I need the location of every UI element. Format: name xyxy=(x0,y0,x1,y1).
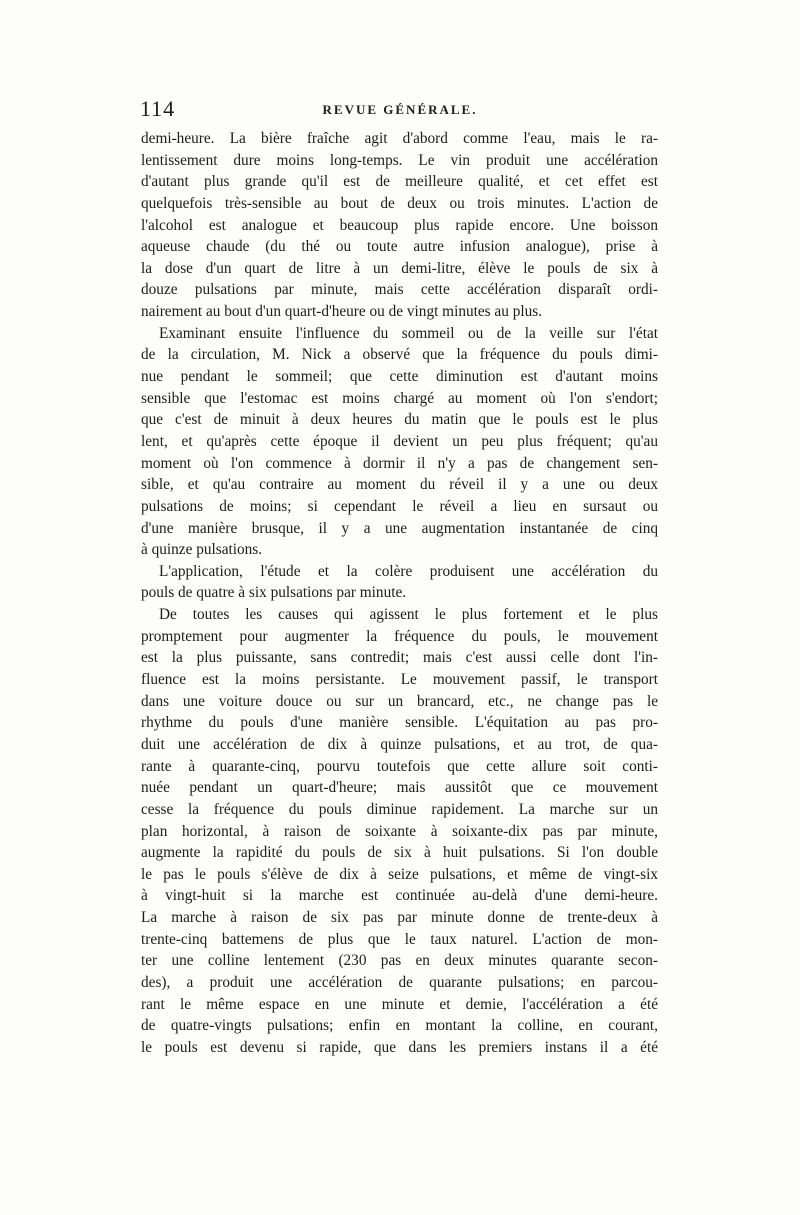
text-line: des), a produit une accélération de quarante pulsations; en parcou- xyxy=(141,973,658,991)
text-line: fluence est la moins persistante. Le mouvement passif, le transport xyxy=(141,671,658,689)
text-line: la dose d'un quart de litre à un demi-litre, élève le pouls de six à xyxy=(141,259,658,277)
text-line: plan horizontal, à raison de soixante à soixante-dix pas par minute, xyxy=(141,822,658,840)
body-text xyxy=(141,128,658,1059)
text-line: sible, et qu'au contraire au moment du réveil il y a une ou deux xyxy=(141,476,658,494)
text-line: de la circulation, M. Nick a observé que la fréquence du pouls dimi- xyxy=(141,346,658,364)
text-line: lentissement dure moins long-temps. Le vin produit une accélération xyxy=(141,151,658,169)
text-line: que c'est de minuit à deux heures du matin que le pouls est le plus xyxy=(141,411,658,429)
text-line: demi-heure. La bière fraîche agit d'abord comme l'eau, mais le ra- xyxy=(141,130,658,147)
text-line: rhythme du pouls d'une manière sensible. L'équitation au pas pro- xyxy=(141,714,658,732)
text-line: à quinze pulsations. xyxy=(141,541,263,559)
text-line: nuée pendant un quart-d'heure; mais aussitôt que ce mouvement xyxy=(141,779,658,797)
text-line: rant le même espace en une minute et demie, l'accélération a été xyxy=(141,995,658,1013)
text-line: le pas le pouls s'élève de dix à seize pulsations, et même de vingt-six xyxy=(141,865,658,883)
text-line: rante à quarante-cinq, pourvu toutefois que cette allure soit conti- xyxy=(141,757,658,775)
text-line: De toutes les causes qui agissent le plus fortement et le plus xyxy=(159,606,658,624)
text-line: douze pulsations par minute, mais cette accélération disparaît ordi- xyxy=(141,281,658,299)
text-line: à vingt-huit si la marche est continuée au-delà d'une demi-heure. xyxy=(141,887,658,905)
text-line: nairement au bout d'un quart-d'heure ou de vingt minutes au plus. xyxy=(141,303,543,321)
running-head: REVUE GÉNÉRALE. xyxy=(322,102,478,117)
text-line: cesse la fréquence du pouls diminue rapidement. La marche sur un xyxy=(141,800,658,818)
text-line: moment où l'on commence à dormir il n'y a pas de changement sen- xyxy=(141,454,658,472)
text-line: de quatre-vingts pulsations; enfin en montant la colline, en courant, xyxy=(141,1017,658,1035)
text-line: duit une accélération de dix à quinze pulsations, et au trot, de qua- xyxy=(141,735,658,753)
text-line: aqueuse chaude (du thé ou toute autre infusion analogue), prise à xyxy=(141,238,658,256)
text-line: pulsations de moins; si cependant le réveil a lieu en sursaut ou xyxy=(141,497,658,515)
text-line: lent, et qu'après cette époque il devient un peu plus fréquent; qu'au xyxy=(141,432,658,450)
text-line: le pouls est devenu si rapide, que dans les premiers instans il a été xyxy=(141,1038,658,1056)
text-line: La marche à raison de six pas par minute donne de trente-deux à xyxy=(141,909,658,927)
page-header xyxy=(140,96,660,126)
text-line: ter une colline lentement (230 pas en deux minutes quarante secon- xyxy=(141,952,658,970)
text-line: augmente la rapidité du pouls de six à huit pulsations. Si l'on double xyxy=(141,844,658,862)
text-line: pouls de quatre à six pulsations par minute. xyxy=(141,584,407,602)
text-line: trente-cinq battemens de plus que le taux naturel. L'action de mon- xyxy=(141,930,658,948)
text-line: L'application, l'étude et la colère produisent une accélération du xyxy=(159,562,658,580)
page-number: 114 xyxy=(140,96,176,121)
text-line: l'alcohol est analogue et beaucoup plus rapide encore. Une boisson xyxy=(141,216,658,234)
text-line: quelquefois très-sensible au bout de deux ou trois minutes. L'action de xyxy=(141,194,658,212)
text-line: nue pendant le sommeil; que cette diminution est d'autant moins xyxy=(141,368,658,386)
text-line: sensible que l'estomac est moins chargé au moment où l'on s'endort; xyxy=(141,389,658,407)
text-line: est la plus puissante, sans contredit; mais c'est aussi celle dont l'in- xyxy=(141,649,658,667)
text-line: d'autant plus grande qu'il est de meilleure qualité, et cet effet est xyxy=(141,173,658,191)
text-line: Examinant ensuite l'influence du sommeil ou de la veille sur l'état xyxy=(159,324,658,342)
text-line: d'une manière brusque, il y a une augmentation instantanée de cinq xyxy=(141,519,658,537)
text-line: dans une voiture douce ou sur un brancard, etc., ne change pas le xyxy=(141,692,658,710)
text-line: promptement pour augmenter la fréquence du pouls, le mouvement xyxy=(141,627,658,645)
